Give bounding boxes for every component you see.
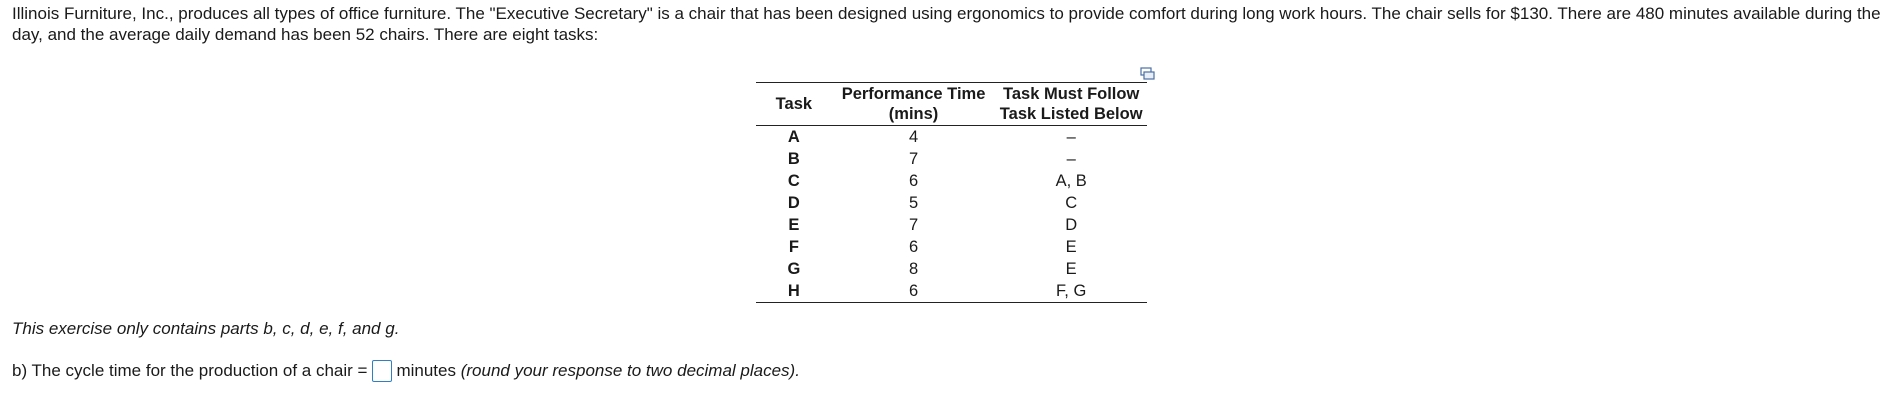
- task-table: [756, 82, 1147, 303]
- table-header-row: [756, 83, 1147, 126]
- header-performance-line2: (mins): [888, 105, 939, 123]
- time-cell: 4: [908, 128, 919, 146]
- follows-cell: D: [1065, 216, 1078, 234]
- question-b: [12, 360, 800, 382]
- task-cell: F: [788, 238, 799, 256]
- follows-cell: E: [1065, 260, 1077, 278]
- question-unit: minutes: [396, 361, 456, 380]
- task-cell: D: [787, 194, 800, 212]
- follows-cell: –: [1066, 128, 1076, 146]
- task-cell: C: [787, 172, 800, 190]
- follows-cell: A, B: [1055, 172, 1087, 190]
- follows-cell: –: [1066, 150, 1076, 168]
- table-row: [756, 126, 1147, 149]
- task-table-container: [756, 82, 1147, 303]
- follows-cell: E: [1065, 238, 1077, 256]
- time-cell: 8: [908, 260, 919, 278]
- question-hint: (round your response to two decimal places).: [460, 361, 800, 380]
- question-prefix: b) The cycle time for the production of a chair =: [12, 361, 368, 380]
- table-row: [756, 214, 1147, 236]
- table-row: [756, 148, 1147, 170]
- time-cell: 6: [908, 238, 919, 256]
- task-cell: G: [787, 260, 801, 278]
- header-performance-line1: Performance Time: [841, 85, 986, 103]
- follows-cell: C: [1065, 194, 1078, 212]
- table-row: [756, 280, 1147, 303]
- expand-table-icon[interactable]: [1140, 65, 1155, 78]
- table-row: [756, 236, 1147, 258]
- time-cell: 5: [908, 194, 919, 212]
- header-follow-line2: Task Listed Below: [999, 105, 1143, 123]
- table-row: [756, 258, 1147, 280]
- header-follow-line1: Task Must Follow: [1003, 85, 1140, 103]
- header-task: Task: [775, 95, 813, 113]
- follows-cell: F, G: [1056, 282, 1087, 300]
- table-row: [756, 170, 1147, 192]
- time-cell: 7: [908, 150, 919, 168]
- problem-intro: Illinois Furniture, Inc., produces all types of office furniture. The "Executive Secretary" is a chair that has been designed using ergonomics to provide comfort during long work hours. The chair sells for $130. There are 480 minutes available during the day, and the average daily demand has been 52 chairs. There are eight tasks:: [12, 4, 1881, 44]
- time-cell: 6: [908, 282, 919, 300]
- task-cell: E: [788, 216, 800, 234]
- time-cell: 6: [908, 172, 919, 190]
- table-row: [756, 192, 1147, 214]
- task-cell: B: [787, 150, 800, 168]
- time-cell: 7: [908, 216, 919, 234]
- header-must-follow: [995, 83, 1147, 126]
- exercise-note: This exercise only contains parts b, c, d, e, f, and g.: [12, 319, 400, 338]
- header-performance-time: [832, 83, 996, 126]
- cycle-time-answer-input[interactable]: [372, 360, 392, 382]
- task-cell: A: [787, 128, 800, 146]
- task-cell: H: [787, 282, 800, 300]
